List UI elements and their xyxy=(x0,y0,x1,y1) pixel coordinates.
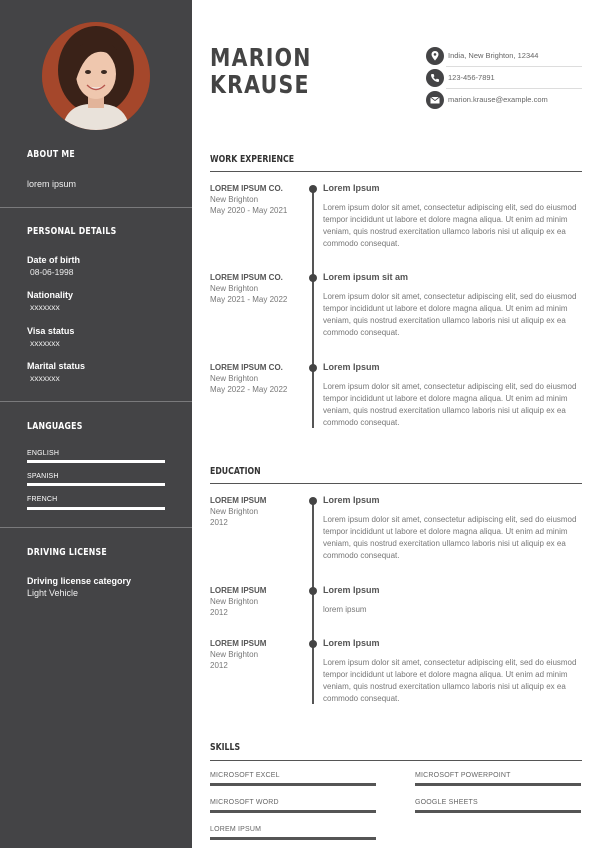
sidebar xyxy=(0,0,192,848)
degree-description: Lorem ipsum dolor sit amet, consectetur adipiscing elit, sed do eiusmod tempor incididunt ut labore et dolore magna aliqua. Ut enim ad minim veniam, quis nostrud exercitation ullamco laboris nisi ut aliquip ex ea commodo consequat. xyxy=(323,515,577,560)
work-dates: May 2021 - May 2022 xyxy=(210,295,288,304)
skill-level-bar xyxy=(210,810,376,813)
school-name: LOREM IPSUM xyxy=(210,496,267,505)
work-entry-meta xyxy=(210,272,310,305)
languages-heading: LANGUAGES xyxy=(27,421,83,432)
section-rule xyxy=(210,171,582,172)
timeline-dot xyxy=(309,587,317,595)
skill-level-bar xyxy=(210,783,376,786)
contact-email xyxy=(426,91,582,109)
contact-address xyxy=(426,47,582,65)
graduation-year: 2012 xyxy=(210,518,228,527)
education-entry-meta xyxy=(210,638,310,671)
school-location: New Brighton xyxy=(210,507,259,516)
phone-text[interactable]: 123-456-7891 xyxy=(448,73,495,82)
profile-photo xyxy=(42,22,150,130)
degree-description: Lorem ipsum dolor sit amet, consectetur adipiscing elit, sed do eiusmod tempor incididunt ut labore et dolore magna aliqua. Ut enim ad minim veniam, quis nostrud exercitation ullamco laboris nisi ut aliquip ex ea commodo consequat. xyxy=(323,658,577,703)
divider xyxy=(446,88,582,89)
driving-license-label: Driving license category xyxy=(27,576,132,586)
divider xyxy=(446,66,582,67)
dob-value: 08-06-1998 xyxy=(30,267,74,277)
degree-title: Lorem Ipsum xyxy=(323,638,380,648)
address-text: India, New Brighton, 12344 xyxy=(448,51,539,60)
job-title: Lorem Ipsum xyxy=(323,362,380,372)
work-entry-meta xyxy=(210,362,310,395)
envelope-icon xyxy=(426,91,444,109)
language-level-bar xyxy=(27,483,165,486)
about-me-text: lorem ipsum xyxy=(27,179,77,189)
language-level-bar xyxy=(27,460,165,463)
visa-status-label: Visa status xyxy=(27,326,75,336)
work-entry-body xyxy=(323,361,583,429)
language-name: ENGLISH xyxy=(27,450,60,457)
work-dates: May 2022 - May 2022 xyxy=(210,385,288,394)
company-location: New Brighton xyxy=(210,374,259,383)
skill-name: MICROSOFT WORD xyxy=(210,799,279,806)
skill-name: GOOGLE SHEETS xyxy=(415,799,478,806)
marital-status-label: Marital status xyxy=(27,361,86,371)
skills-heading: SKILLS xyxy=(210,742,241,753)
contact-phone xyxy=(426,69,582,87)
work-entry-body xyxy=(323,182,583,250)
dob-label: Date of birth xyxy=(27,255,80,265)
skill-name: MICROSOFT EXCEL xyxy=(210,772,280,779)
last-name: KRAUSE xyxy=(210,70,310,99)
job-description: Lorem ipsum dolor sit amet, consectetur adipiscing elit, sed do eiusmod tempor incididunt ut labore et dolore magna aliqua. Ut enim ad minim veniam, quis nostrud exercitation ullamco laboris nisi ut aliquip ex ea commodo consequat. xyxy=(323,382,577,427)
marital-status-value: xxxxxxx xyxy=(30,373,60,383)
divider xyxy=(0,401,192,402)
skill-name: MICROSOFT POWERPOINT xyxy=(415,772,511,779)
graduation-year: 2012 xyxy=(210,661,228,670)
visa-status-value: xxxxxxx xyxy=(30,338,60,348)
nationality-label: Nationality xyxy=(27,290,74,300)
work-dates: May 2020 - May 2021 xyxy=(210,206,288,215)
driving-license-heading: DRIVING LICENSE xyxy=(27,547,107,558)
school-name: LOREM IPSUM xyxy=(210,639,267,648)
candidate-name xyxy=(210,44,312,98)
school-location: New Brighton xyxy=(210,597,259,606)
work-timeline xyxy=(312,188,314,428)
school-location: New Brighton xyxy=(210,650,259,659)
education-entry-body xyxy=(323,637,583,705)
skill-level-bar xyxy=(415,783,581,786)
phone-icon xyxy=(426,69,444,87)
work-entry-body xyxy=(323,271,583,339)
company-name: LOREM IPSUM CO. xyxy=(210,184,283,193)
education-entry-body xyxy=(323,494,583,562)
company-name: LOREM IPSUM CO. xyxy=(210,273,283,282)
email-text[interactable]: marion.krause@example.com xyxy=(448,95,548,104)
degree-title: Lorem Ipsum xyxy=(323,585,380,595)
graduation-year: 2012 xyxy=(210,608,228,617)
location-pin-icon xyxy=(426,47,444,65)
timeline-dot xyxy=(309,497,317,505)
language-name: FRENCH xyxy=(27,496,58,503)
timeline-dot xyxy=(309,185,317,193)
divider xyxy=(0,527,192,528)
degree-title: Lorem Ipsum xyxy=(323,495,380,505)
work-experience-heading: WORK EXPERIENCE xyxy=(210,154,295,165)
skill-level-bar xyxy=(210,837,376,840)
about-me-heading: ABOUT ME xyxy=(27,149,75,160)
driving-license-value: Light Vehicle xyxy=(27,588,79,598)
degree-description: lorem ipsum xyxy=(323,605,367,614)
section-rule xyxy=(210,483,582,484)
language-level-bar xyxy=(27,507,165,510)
company-location: New Brighton xyxy=(210,195,259,204)
school-name: LOREM IPSUM xyxy=(210,586,267,595)
company-location: New Brighton xyxy=(210,284,259,293)
language-name: SPANISH xyxy=(27,473,59,480)
education-heading: EDUCATION xyxy=(210,466,261,477)
job-title: Lorem Ipsum xyxy=(323,183,380,193)
profile-photo-image xyxy=(42,22,150,130)
education-timeline xyxy=(312,500,314,704)
job-description: Lorem ipsum dolor sit amet, consectetur adipiscing elit, sed do eiusmod tempor incididunt ut labore et dolore magna aliqua. Ut enim ad minim veniam, quis nostrud exercitation ullamco laboris nisi ut aliquip ex ea commodo consequat. xyxy=(323,292,577,337)
company-name: LOREM IPSUM CO. xyxy=(210,363,283,372)
section-rule xyxy=(210,760,582,761)
timeline-dot xyxy=(309,364,317,372)
skill-name: LOREM IPSUM xyxy=(210,826,262,833)
job-title: Lorem ipsum sit am xyxy=(323,272,409,282)
skill-level-bar xyxy=(415,810,581,813)
timeline-dot xyxy=(309,640,317,648)
job-description: Lorem ipsum dolor sit amet, consectetur adipiscing elit, sed do eiusmod tempor incididunt ut labore et dolore magna aliqua. Ut enim ad minim veniam, quis nostrud exercitation ullamco laboris nisi ut aliquip ex ea commodo consequat. xyxy=(323,203,577,248)
nationality-value: xxxxxxx xyxy=(30,302,60,312)
work-entry-meta xyxy=(210,183,310,216)
personal-details-heading: PERSONAL DETAILS xyxy=(27,226,117,237)
education-entry-body xyxy=(323,584,583,616)
timeline-dot xyxy=(309,274,317,282)
first-name: MARION xyxy=(210,43,312,72)
education-entry-meta xyxy=(210,495,310,528)
education-entry-meta xyxy=(210,585,310,618)
divider xyxy=(0,207,192,208)
